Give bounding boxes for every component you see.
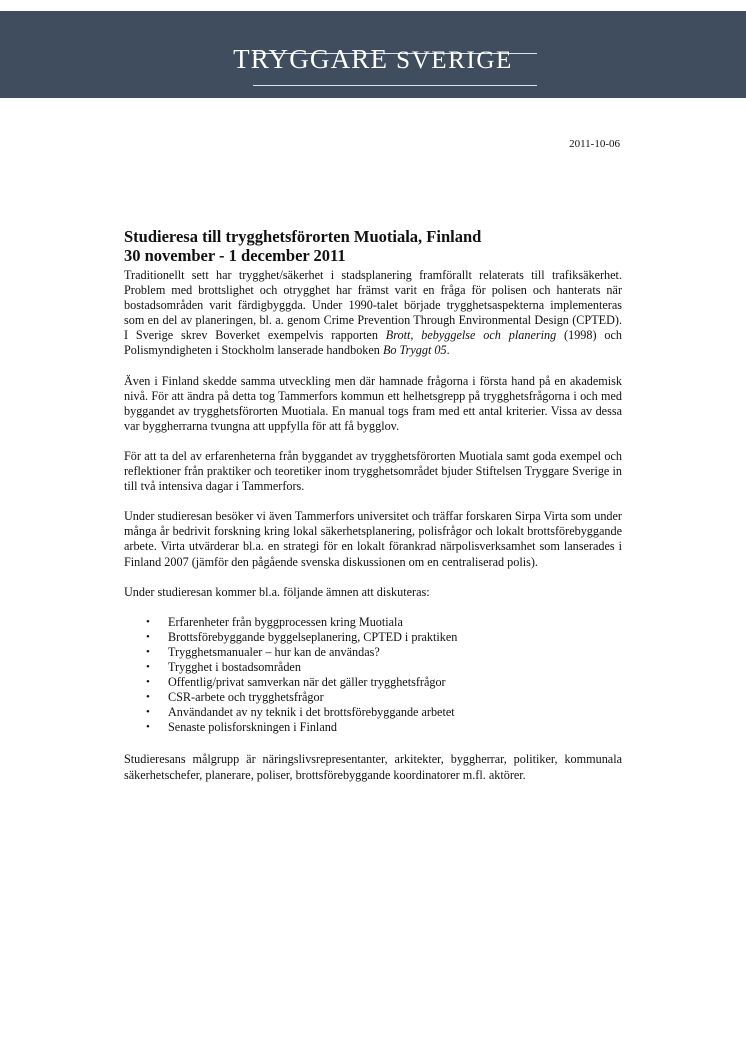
logo-word-sverige: SVERIGE (396, 47, 513, 74)
bullet-icon: • (146, 691, 150, 704)
document-body (124, 227, 622, 783)
topics-list (124, 615, 622, 736)
paragraph-topics-intro: Under studieresan kommer bl.a. följande ämnen att diskuteras: (124, 584, 430, 599)
list-item-text: Brottsförebyggande byggelseplanering, CPTED i praktiken (168, 629, 458, 644)
list-item (146, 705, 622, 720)
paragraph-intro (124, 268, 622, 359)
list-item-text: Offentlig/privat samverkan när det gäller trygghetsfrågor (168, 675, 446, 690)
report-title-italic: Brott, bebyggelse och planering (385, 328, 557, 343)
bullet-icon: • (146, 630, 150, 643)
document-title (124, 227, 622, 265)
list-item (146, 659, 622, 675)
paragraph-university: Under studieresan besöker vi även Tammerfors universitet och träffar forskaren Sirpa Virta som under många år bedrivit forskning kring lokal säkerhetsplanering, polisfrågor och lokalt brottsförebyggande arbete. Virta utvärderar bl.a. en strategi för en lokalt förankrad närpolisverksamhet som lanserades i Finland 2007 (jämför den pågående svenska diskussionen om en centraliserad polis). (124, 509, 622, 569)
list-item (146, 629, 622, 645)
paragraph-intro-text-e: . (446, 343, 450, 358)
logo-word-tryggare: TRYGGARE (233, 44, 389, 74)
paragraph-intro-text-c: (1998) och Polismyndigheten i Stockholm lanserade handboken (124, 328, 622, 358)
list-item (146, 614, 622, 630)
list-item-text: Trygghetsmanualer – hur kan de användas? (168, 644, 380, 659)
list-item-text: CSR-arbete och trygghetsfrågor (168, 690, 324, 705)
bullet-icon: • (146, 660, 150, 673)
bullet-icon: • (146, 721, 150, 734)
paragraph-finland: Även i Finland skedde samma utveckling men där hamnade frågorna i första hand på en akademisk nivå. För att ändra på detta tog Tammerfors kommun ett helhetsgrepp på trygghetsfrågorna i och med byggandet av trygghetsförorten Muotiala. En manual togs fram med ett antal kriterier. Vissa av dessa var byggherrarna tvungna att uppfylla för att få bygglov. (124, 373, 622, 433)
paragraph-invitation: För att ta del av erfarenheterna från byggandet av trygghetsförorten Muotiala samt goda exempel och reflektioner från praktiker och teoretiker inom trygghetsområdet bjuder Stiftelsen Tryggare Sverige in till två intensiva dagar i Tammerfors. (124, 448, 622, 494)
logo (0, 42, 746, 78)
list-item-text: Trygghet i bostadsområden (168, 659, 301, 674)
handbook-title-italic: Bo Tryggt 05 (382, 343, 447, 358)
list-item (146, 644, 622, 660)
paragraph-intro-text-a: Traditionellt sett har trygghet/säkerhet i stadsplanering framförallt relaterats till trafiksäkerhet. Problem med brottslighet och otrygghet har främst varit en fråga för polisen och hanterats när bostadsområden varit färdigbyggda. Under 1990-talet började trygghetsaspekterna implementeras som en del av planeringen, bl. a. genom Crime Prevention Through Environmental Design (CPTED). I Sverige skrev Boverket exempelvis rapporten (124, 268, 622, 343)
list-item (146, 675, 622, 690)
header-banner (0, 11, 746, 98)
bullet-icon: • (146, 645, 150, 658)
list-item (146, 720, 622, 735)
title-line-2: 30 november - 1 december 2011 (124, 246, 346, 265)
bullet-icon: • (146, 706, 150, 719)
logo-rule-bottom (253, 85, 537, 86)
list-item-text: Användandet av ny teknik i det brottsförebyggande arbetet (168, 705, 455, 720)
paragraph-target-group: Studieresans målgrupp är näringslivsrepresentanter, arkitekter, byggherrar, politiker, kommunala säkerhetschefer, planerare, poliser, brottsförebyggande koordinatorer m.fl. aktörer. (124, 752, 622, 782)
bullet-icon: • (146, 676, 150, 689)
title-line-1: Studieresa till trygghetsförorten Muotiala, Finland (124, 227, 482, 246)
bullet-icon: • (146, 615, 150, 628)
document-date: 2011-10-06 (569, 138, 620, 150)
list-item-text: Erfarenheter från byggprocessen kring Muotiala (168, 614, 403, 629)
list-item (146, 690, 622, 705)
list-item-text: Senaste polisforskningen i Finland (168, 720, 337, 735)
